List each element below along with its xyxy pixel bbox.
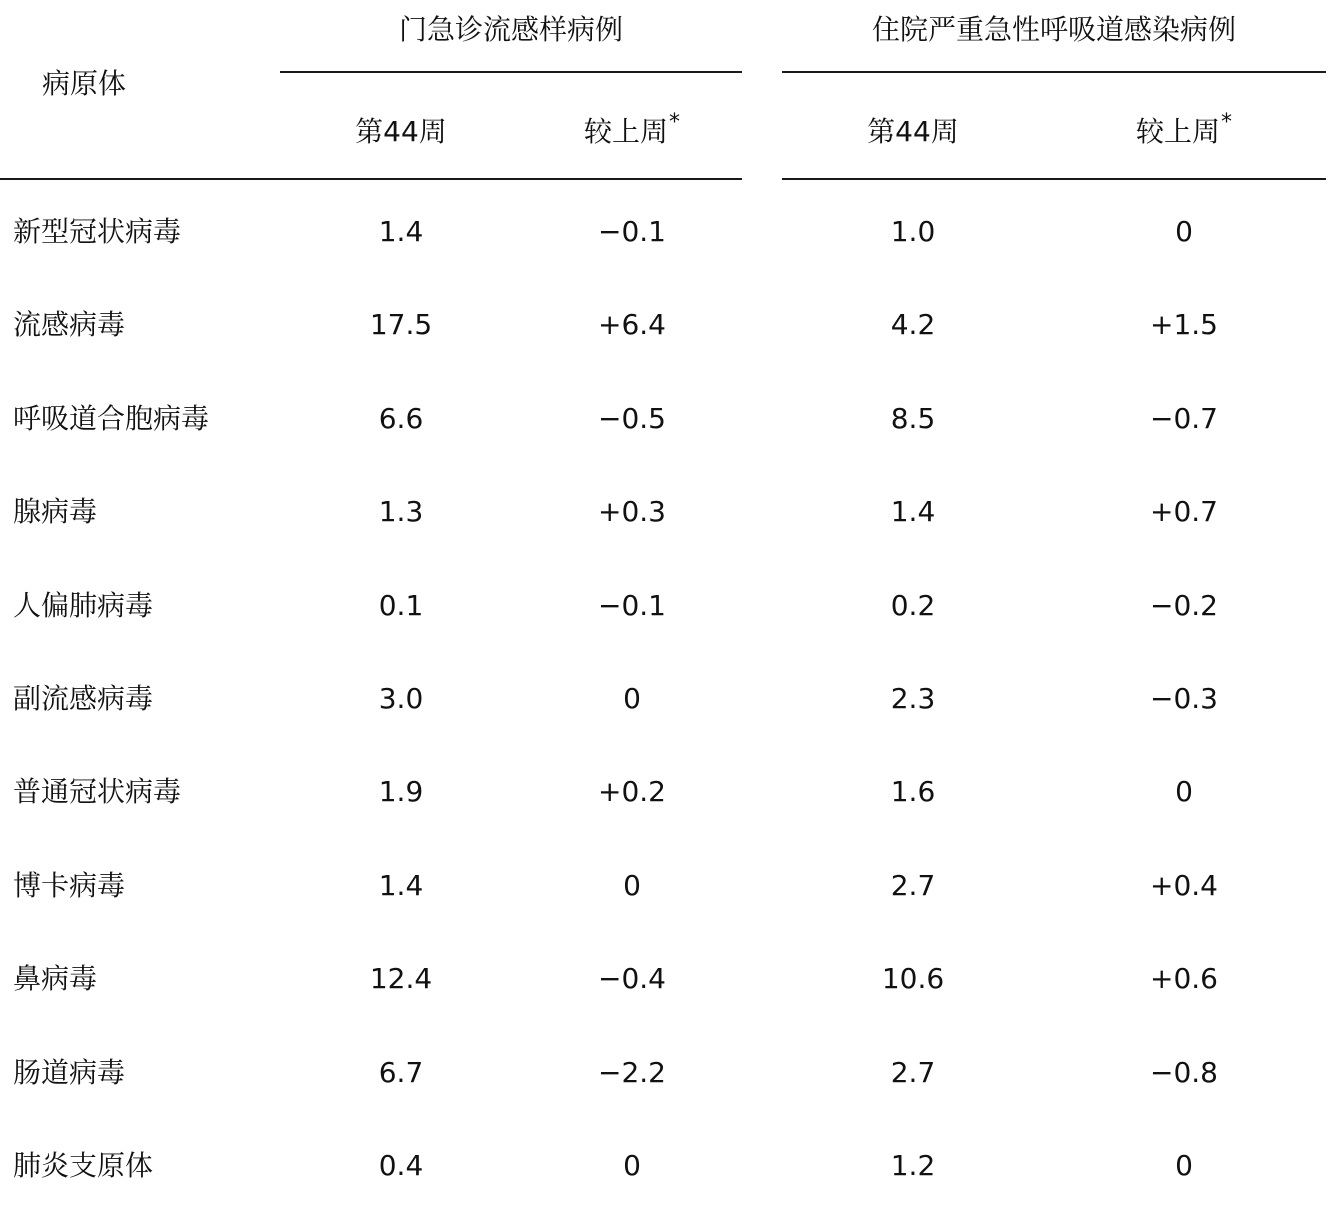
pathogen-name: 博卡病毒	[13, 868, 126, 902]
subheader-outpatient-delta	[532, 110, 732, 151]
inpatient-week-value: 0.2	[890, 588, 936, 622]
table-row	[0, 466, 1334, 559]
inpatient-delta-value: 0	[1175, 1148, 1193, 1182]
pathogen-name: 人偏肺病毒	[13, 588, 154, 622]
inpatient-delta-value: +0.7	[1150, 495, 1218, 529]
outpatient-delta-value: −2.2	[598, 1055, 666, 1089]
pathogen-name: 新型冠状病毒	[13, 215, 182, 248]
table-row	[0, 1120, 1334, 1213]
pathogen-name: 腺病毒	[13, 495, 98, 529]
table-row	[0, 653, 1334, 746]
table-row	[0, 933, 1334, 1026]
inpatient-week-value: 1.2	[890, 1148, 936, 1182]
outpatient-week-value: 6.6	[378, 401, 424, 435]
outpatient-week-value: 17.5	[369, 308, 433, 342]
outpatient-delta-value: +0.3	[598, 495, 666, 529]
footnote-mark: *	[669, 110, 680, 135]
outpatient-week-value: 6.7	[378, 1055, 424, 1089]
pathogen-name: 副流感病毒	[13, 681, 154, 715]
outpatient-week-value: 1.3	[378, 495, 424, 529]
table-row	[0, 186, 1334, 279]
table-row	[0, 746, 1334, 839]
outpatient-week-value: 0.4	[378, 1148, 424, 1182]
outpatient-delta-value: −0.4	[598, 962, 666, 996]
inpatient-week-value: 1.6	[890, 775, 936, 809]
pathogen-name: 肺炎支原体	[13, 1148, 154, 1182]
subheader-inpatient-delta	[1084, 110, 1284, 151]
outpatient-week-value: 1.4	[378, 215, 424, 248]
pathogen-name: 普通冠状病毒	[13, 775, 182, 809]
header-rule-left	[0, 178, 742, 180]
pathogen-name: 流感病毒	[13, 308, 126, 342]
inpatient-delta-value: −0.2	[1150, 588, 1218, 622]
inpatient-delta-value: 0	[1175, 775, 1193, 809]
outpatient-delta-value: +6.4	[598, 308, 666, 342]
inpatient-delta-value: +0.6	[1150, 962, 1218, 996]
table-row	[0, 560, 1334, 653]
subheader-inpatient-week: 第44周	[867, 115, 959, 148]
outpatient-week-value: 0.1	[378, 588, 424, 622]
group-header-outpatient-ili: 门急诊流感样病例	[398, 13, 623, 46]
outpatient-week-value: 3.0	[378, 681, 424, 715]
table-row	[0, 1027, 1334, 1120]
inpatient-week-value: 2.3	[890, 681, 936, 715]
subheader-inpatient-delta-label: 较上周	[1135, 115, 1220, 148]
outpatient-week-value: 1.4	[378, 868, 424, 902]
outpatient-delta-value: 0	[623, 868, 641, 902]
group-header-inpatient-sari: 住院严重急性呼吸道感染病例	[871, 13, 1236, 46]
inpatient-week-value: 2.7	[890, 1055, 936, 1089]
outpatient-delta-value: 0	[623, 1148, 641, 1182]
subheader-outpatient-delta-label: 较上周	[583, 115, 668, 148]
inpatient-week-value: 8.5	[890, 401, 936, 435]
inpatient-week-value: 1.4	[890, 495, 936, 529]
group-rule-outpatient	[280, 71, 742, 73]
group-rule-inpatient	[782, 71, 1326, 73]
outpatient-delta-value: −0.5	[598, 401, 666, 435]
outpatient-week-value: 1.9	[378, 775, 424, 809]
inpatient-delta-value: −0.3	[1150, 681, 1218, 715]
inpatient-week-value: 2.7	[890, 868, 936, 902]
outpatient-delta-value: −0.1	[598, 588, 666, 622]
table-row	[0, 373, 1334, 466]
outpatient-delta-value: −0.1	[598, 215, 666, 248]
inpatient-delta-value: −0.7	[1150, 401, 1218, 435]
table-row	[0, 279, 1334, 372]
outpatient-delta-value: +0.2	[598, 775, 666, 809]
inpatient-week-value: 4.2	[890, 308, 936, 342]
inpatient-delta-value: 0	[1175, 215, 1193, 248]
pathogen-name: 肠道病毒	[13, 1055, 126, 1089]
table-row	[0, 840, 1334, 933]
pathogen-name: 鼻病毒	[13, 962, 98, 996]
header-rule-right	[782, 178, 1326, 180]
table-body	[0, 186, 1334, 1213]
inpatient-week-value: 10.6	[881, 962, 945, 996]
outpatient-delta-value: 0	[623, 681, 641, 715]
inpatient-delta-value: +0.4	[1150, 868, 1218, 902]
footnote-mark: *	[1221, 110, 1232, 135]
inpatient-week-value: 1.0	[890, 215, 936, 248]
inpatient-delta-value: +1.5	[1150, 308, 1218, 342]
subheader-outpatient-week: 第44周	[355, 115, 447, 148]
outpatient-week-value: 12.4	[369, 962, 433, 996]
column-header-pathogen: 病原体	[42, 67, 127, 100]
pathogen-name: 呼吸道合胞病毒	[13, 401, 210, 435]
inpatient-delta-value: −0.8	[1150, 1055, 1218, 1089]
